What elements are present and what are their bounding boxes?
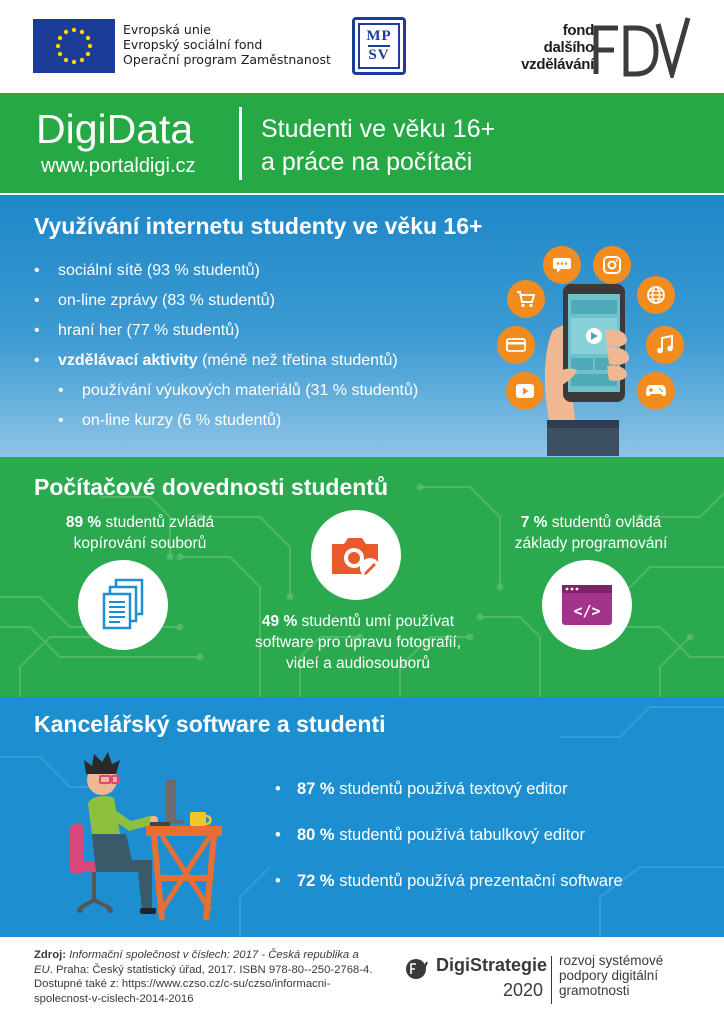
office-software-list [275,776,623,914]
stat-media-editing: 49 % studentů umí používat software pro úpravu fotografií, videí a audiosouborů [255,613,461,672]
banner-divider [239,107,242,180]
camera-edit-icon [311,510,401,600]
fdv-logo [592,14,692,78]
banner-title: DigiData [36,106,194,152]
student-at-computer-illustration [66,750,226,930]
documents-icon [78,560,168,650]
eu-flag-logo [33,19,115,73]
digistrategie-year: 2020 [503,980,544,1000]
source-citation [34,948,374,1006]
internet-usage-list [34,256,418,436]
digistrategie-tagline: rozvoj systémové podpory digitální gramotnosti [559,953,664,998]
source-label: Zdroj: [34,949,66,961]
banner-url: www.portaldigi.cz [41,155,196,177]
banner-subtitle [261,113,495,179]
stat-prog-percent: 7 % [520,514,548,531]
list-item: • 72 % studentů používá prezentační software [275,868,623,914]
eu-line-3: Operační program Zaměstnanost [123,52,331,67]
list-item: • 87 % studentů používá textový editor [275,776,623,822]
banner-subtitle-line-2: a práce na počítači [261,148,473,176]
digistrategie-name: DigiStrategie [436,955,548,975]
mpsv-logo [352,17,406,75]
code-window-icon [542,560,632,650]
office-software-heading: Kancelářský software a studenti [34,711,386,737]
source-title: Informační společnost v číslech: 2017 - Česká republika a EU [34,949,359,976]
mpsv-line-1: MP [366,28,392,44]
footer-divider [551,956,552,1004]
list-item: • on-line zprávy (83 % studentů) [34,286,418,316]
eu-line-2: Evropský sociální fond [123,37,263,52]
mpsv-line-2: SV [368,47,390,63]
computer-skills-heading: Počítačové dovednosti studentů [34,474,388,500]
code-symbol: </> [573,602,601,620]
banner-subtitle-line-1: Studenti ve věku 16+ [261,115,496,143]
stat-copy-files: 89 % studentů zvládá kopírování souborů [65,514,215,552]
music-icon [646,326,684,364]
list-item: • 80 % studentů používá tabulkový editor [275,822,623,868]
stat-copy-percent: 89 % [65,514,102,531]
eu-line-1: Evropská unie [123,22,211,37]
stat-programming: 7 % studentů ovládá základy programování [514,514,668,552]
fdv-small-logo [405,958,431,980]
list-item: • sociální sítě (93 % studentů) [34,256,418,286]
fdv-line-3: vzdělávání [521,56,594,73]
phone-in-hand-illustration [535,270,645,456]
fdv-logo-text [521,22,594,73]
logo-bar [0,0,724,92]
internet-usage-heading: Využívání internetu studenty ve věku 16+ [34,213,483,239]
stat-edit-percent: 49 % [261,613,298,630]
fdv-line-2: dalšího [543,39,594,56]
source-details: . Praha: Český statistický úřad, 2017. ISBN 978-80--250-2768-4. Dostupné také z: https://www.czso.cz/c-su/czso/informacni-spolecnost-v-cislech-2014-2016 [34,963,373,1005]
list-item: • vzdělávací aktivity (méně než třetina studentů) [34,346,418,376]
eu-program-text [123,22,331,67]
credit-card-icon [497,326,535,364]
sub-list-item: • používání výukových materiálů (31 % studentů) [34,376,418,406]
list-item: • hraní her (77 % studentů) [34,316,418,346]
fdv-line-1: fond [562,22,594,39]
sub-list-item: • on-line kurzy (6 % studentů) [34,406,418,436]
